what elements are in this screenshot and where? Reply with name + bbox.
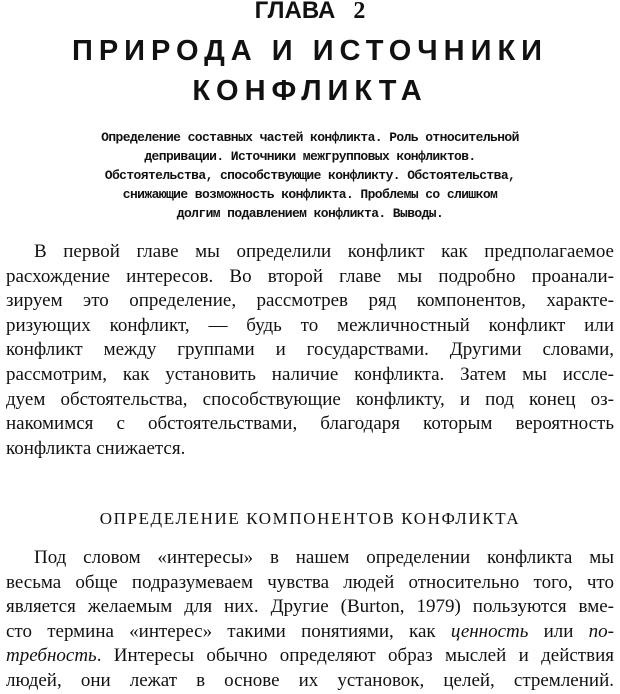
chapter-label: ГЛАВА bbox=[254, 0, 336, 24]
text-line: весьма обще подразумеваем чувства людей относительно того, что bbox=[6, 571, 614, 593]
chapter-digit: 2 bbox=[353, 0, 366, 24]
abstract-line: Определение составных частей конфликта. Роль относительной bbox=[101, 130, 519, 145]
chapter-title-line-2: КОНФЛИКТА bbox=[192, 75, 428, 107]
text-line: накомимся с обстоятельствами, благодаря которым вероятность bbox=[6, 413, 614, 435]
emphasis-need-part: по- bbox=[588, 620, 614, 642]
text-line: конфликт между группами и государствами. Другими словами, bbox=[6, 339, 614, 361]
text-line: людей, они лежат в основе их установок, целей, стремлений. bbox=[6, 669, 614, 691]
section-heading: ОПРЕДЕЛЕНИЕ КОМПОНЕНТОВ КОНФЛИКТА bbox=[99, 509, 521, 528]
abstract-line: депривации. Источники межгрупповых конфликтов. bbox=[144, 149, 476, 164]
abstract-line: снижающие возможность конфликта. Проблемы со слишком bbox=[122, 187, 498, 202]
abstract-line: долгим подавлением конфликта. Выводы. bbox=[176, 206, 444, 221]
text-run: или bbox=[528, 620, 589, 642]
text-line: расхождение интересов. Во второй главе мы подробно проанали- bbox=[6, 265, 614, 287]
text-line: дуем обстоятельства, способствующие конфликту, и под конец оз- bbox=[6, 388, 614, 410]
abstract-line: Обстоятельства, способствующие конфликту. Обстоятельства, bbox=[104, 168, 516, 183]
text-line bbox=[6, 620, 614, 645]
chapter-title-line-1: ПРИРОДА И ИСТОЧНИКИ bbox=[71, 35, 549, 67]
text-run: . Интересы обычно определяют образ мыслей и действия bbox=[96, 645, 614, 667]
chapter-abstract bbox=[40, 128, 580, 223]
chapter-number bbox=[0, 0, 620, 25]
text-line bbox=[6, 644, 614, 669]
text-line: является желаемым для них. Другие (Burton, 1979) пользуются вме- bbox=[6, 596, 614, 618]
section-paragraph bbox=[6, 546, 614, 694]
text-line: рассмотрим, как установить наличие конфликта. Затем мы иссле- bbox=[6, 363, 614, 385]
text-line: конфликта снижается. bbox=[6, 437, 186, 459]
text-line: В первой главе мы определили конфликт как предполагаемое bbox=[34, 241, 614, 262]
text-run: сто термина «интерес» такими понятиями, как bbox=[6, 620, 451, 642]
emphasis-value: ценность bbox=[450, 620, 529, 642]
emphasis-need-rest: требность bbox=[6, 645, 97, 667]
text-line: ризующих конфликт, — будь то межличностный конфликт или bbox=[6, 314, 614, 336]
intro-paragraph bbox=[6, 240, 614, 461]
text-line: Под словом «интересы» в нашем определении конфликта мы bbox=[34, 547, 614, 568]
text-line: зируем это определение, рассмотрев ряд компонентов, характе- bbox=[6, 290, 614, 312]
